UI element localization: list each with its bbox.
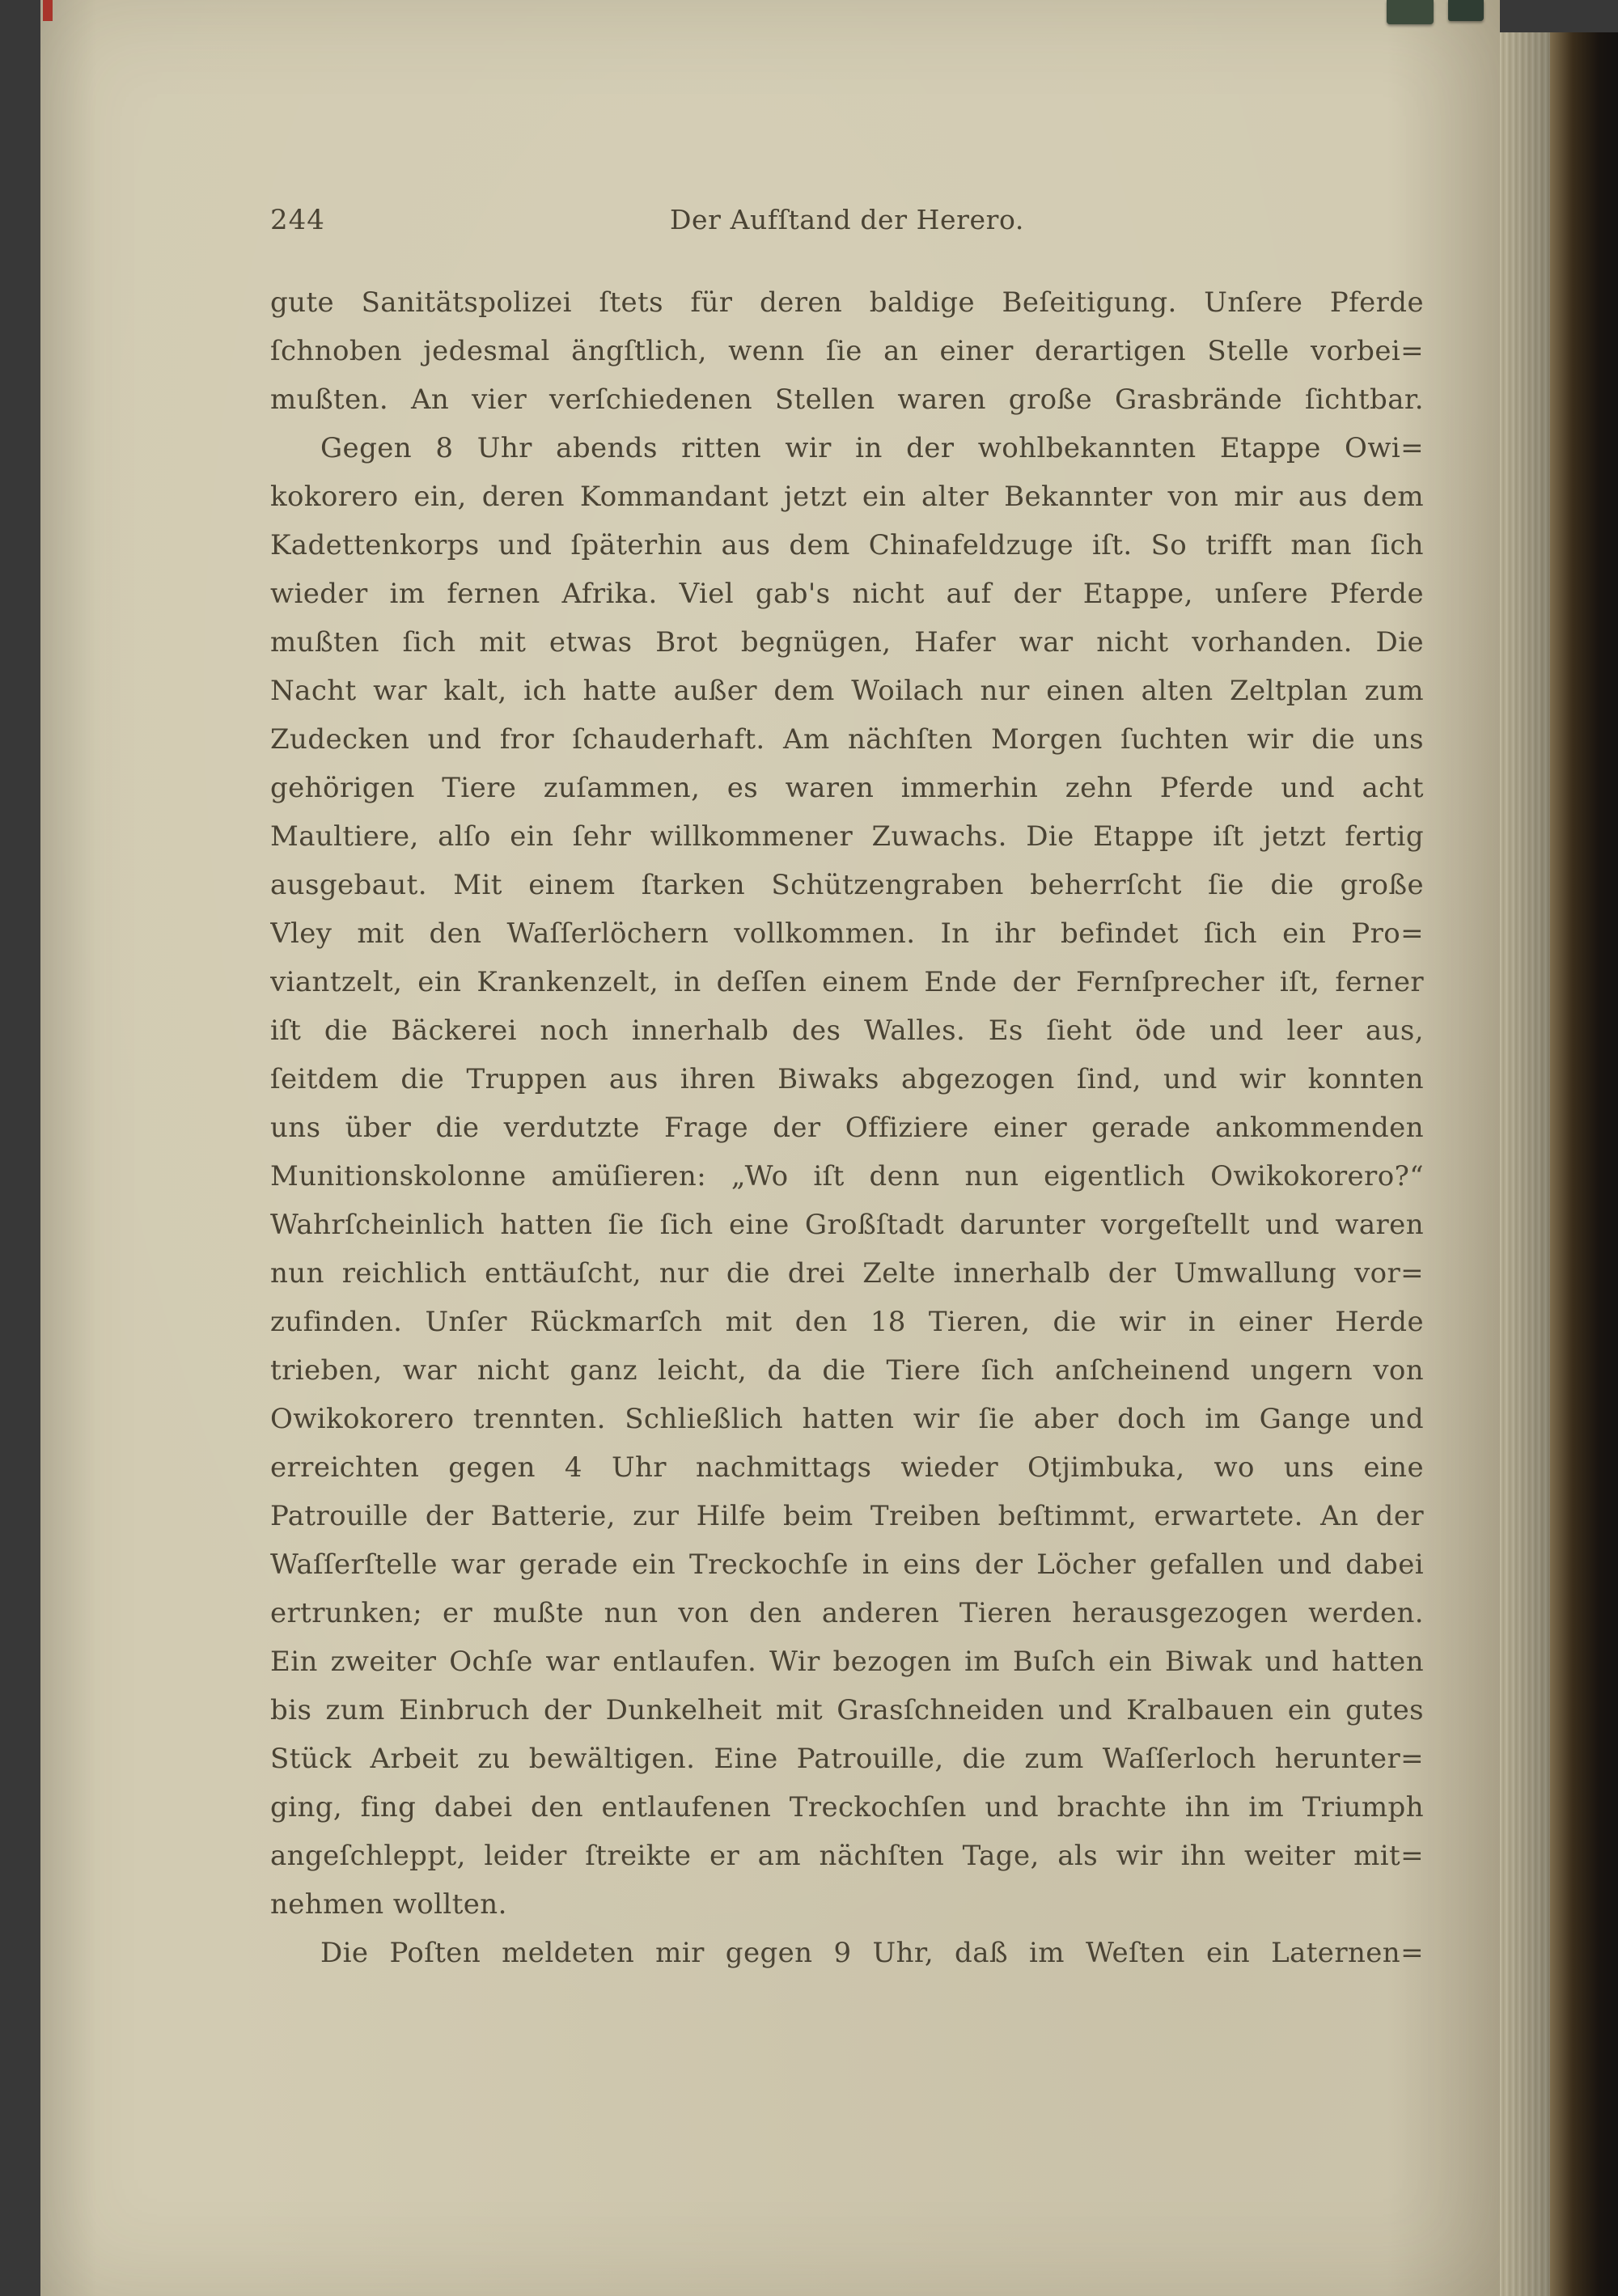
text-line: kokorero ein, deren Kommandant jetzt ein alter Bekannter von mir aus dem [270, 481, 1424, 513]
text-line: Vley mit den Waſſerlöchern vollkommen. In ihr befindet ſich ein Pro= [270, 917, 1424, 950]
text-line: Gegen 8 Uhr abends ritten wir in der wohlbekannten Etappe Owi= [320, 432, 1424, 464]
text-line: Maultiere, alſo ein ſehr willkommener Zuwachs. Die Etappe iſt jetzt fertig [270, 820, 1424, 853]
cover-fragment-icon [1387, 0, 1434, 24]
text-line: Waſſerſtelle war gerade ein Treckochſe in eins der Löcher gefallen und dabei [270, 1548, 1424, 1581]
text-line: ging, fing dabei den entlaufenen Treckochſen und brachte ihn im Triumph [270, 1791, 1424, 1824]
text-line: Nacht war kalt, ich hatte außer dem Woilach nur einen alten Zeltplan zum [270, 675, 1424, 707]
text-line: angeſchleppt, leider ſtreikte er am nächſten Tage, als wir ihn weiter mit= [270, 1840, 1424, 1872]
text-line: Patrouille der Batterie, zur Hilfe beim Treiben beſtimmt, erwartete. An der [270, 1500, 1424, 1532]
book-cover-edge [1550, 32, 1618, 2296]
text-line: Die Poſten meldeten mir gegen 9 Uhr, daß im Weſten ein Laternen= [320, 1937, 1424, 1969]
page-header-row [270, 199, 1424, 241]
text-line: erreichten gegen 4 Uhr nachmittags wieder Otjimbuka, wo uns eine [270, 1451, 1424, 1484]
text-line: mußten. An vier verſchiedenen Stellen waren große Grasbrände ſichtbar. [270, 383, 1424, 416]
text-line: nehmen wollten. [270, 1888, 507, 1921]
text-line: nun reichlich enttäuſcht, nur die drei Zelte innerhalb der Umwallung vor= [270, 1257, 1424, 1290]
running-header: Der Aufſtand der Herero. [669, 204, 1025, 235]
book-page-edges [1500, 32, 1550, 2296]
text-line: uns über die verdutzte Frage der Offiziere einer gerade ankommenden [270, 1112, 1424, 1144]
red-bookmark-icon [43, 0, 53, 21]
text-line: Zudecken und fror ſchauderhaft. Am nächſten Morgen ſuchten wir die uns [270, 723, 1424, 756]
body-text [270, 278, 1424, 1977]
page-number: 244 [270, 204, 325, 236]
text-line: ausgebaut. Mit einem ſtarken Schützengraben beherrſcht ſie die große [270, 869, 1424, 901]
text-line: Munitionskolonne amüſieren: „Wo iſt denn nun eigentlich Owikokorero?“ [270, 1160, 1424, 1192]
text-line: viantzelt, ein Krankenzelt, in deſſen einem Ende der Fernſprecher iſt, ferner [270, 966, 1424, 998]
text-line: mußten ſich mit etwas Brot begnügen, Hafer war nicht vorhanden. Die [270, 626, 1424, 659]
text-line: iſt die Bäckerei noch innerhalb des Walles. Es ſieht öde und leer aus, [270, 1015, 1424, 1047]
text-line: wieder im fernen Afrika. Viel gab's nicht auf der Etappe, unſere Pferde [270, 578, 1424, 610]
text-line: gute Sanitätspolizei ſtets für deren baldige Beſeitigung. Unſere Pferde [270, 286, 1424, 319]
text-line: Owikokorero trennten. Schließlich hatten wir ſie aber doch im Gange und [270, 1403, 1424, 1435]
text-line: Ein zweiter Ochſe war entlaufen. Wir bezogen im Buſch ein Biwak und hatten [270, 1646, 1424, 1678]
text-line: gehörigen Tiere zuſammen, es waren immerhin zehn Pferde und acht [270, 772, 1424, 804]
book-page [40, 0, 1500, 2296]
text-line: zufinden. Unſer Rückmarſch mit den 18 Tieren, die wir in einer Herde [270, 1306, 1424, 1338]
cover-fragment-icon [1448, 0, 1484, 21]
text-line: Wahrſcheinlich hatten ſie ſich eine Großſtadt darunter vorgeſtellt und waren [270, 1209, 1424, 1241]
text-line: Kadettenkorps und ſpäterhin aus dem Chinafeldzuge iſt. So trifft man ſich [270, 529, 1424, 561]
text-line: trieben, war nicht ganz leicht, da die Tiere ſich anſcheinend ungern von [270, 1354, 1424, 1387]
text-line: ertrunken; er mußte nun von den anderen Tieren herausgezogen werden. [270, 1597, 1424, 1629]
text-line: Stück Arbeit zu bewältigen. Eine Patrouille, die zum Waſſerloch herunter= [270, 1743, 1424, 1775]
text-line: bis zum Einbruch der Dunkelheit mit Grasſchneiden und Kralbauen ein gutes [270, 1694, 1424, 1726]
text-line: ſchnoben jedesmal ängſtlich, wenn ſie an einer derartigen Stelle vorbei= [270, 335, 1424, 367]
text-line: ſeitdem die Truppen aus ihren Biwaks abgezogen ſind, und wir konnten [270, 1063, 1424, 1095]
